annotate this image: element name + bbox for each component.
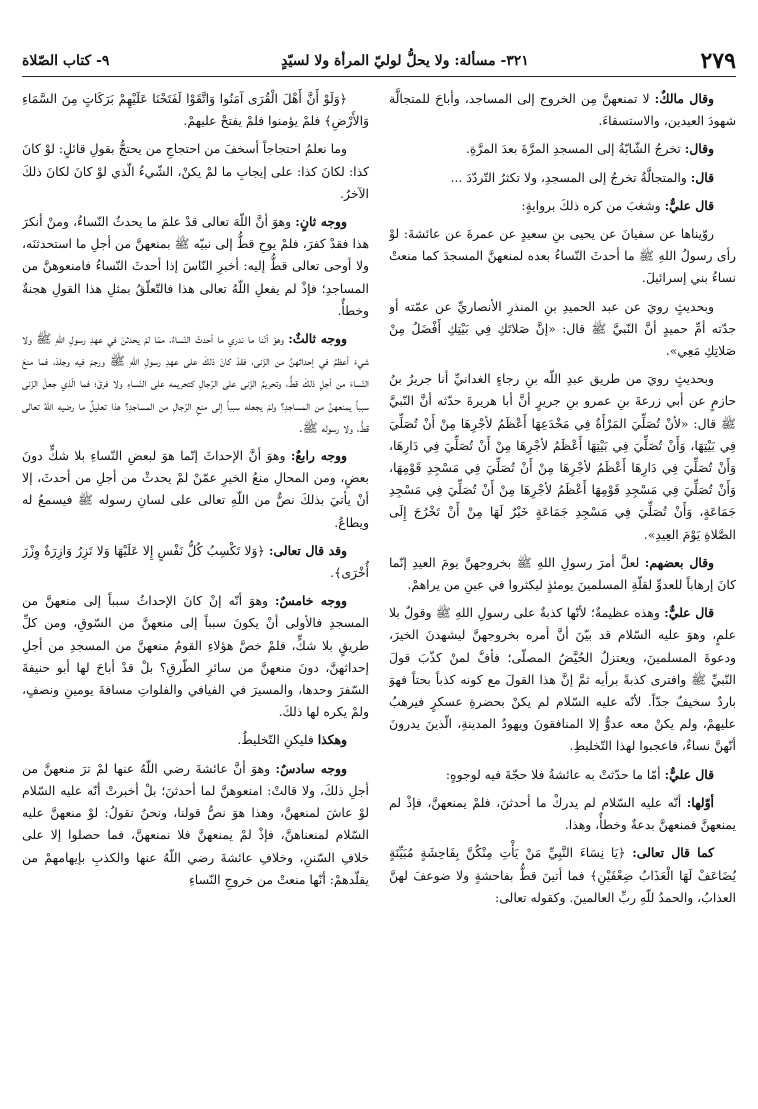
paragraph [22, 729, 369, 751]
paragraph [389, 223, 736, 290]
paragraph [389, 842, 736, 909]
paragraph-text: روّيناها عن سفيانَ عن يحيى بنِ سعيدٍ عن عمرةَ عن عائشةَ: لوْ رأى رسولُ اللهِ ﷺ ما أحدثَ النّساءُ بعده لمنعهنَّ المسجدَ كما منعتْ نساءُ بني إسرائيلَ. [389, 226, 736, 286]
paragraph [389, 88, 736, 132]
paragraph [389, 138, 736, 160]
paragraph-text: وما نعلمُ احتجاجاً أسخفَ من احتجاجِ من يحتجُّ بقولِ قائلٍ: لوْ كانَ كذا: لكانَ كذا: على إيجابِ ما لمْ يكنْ، الشّيءُ الّذي لوْ كانَ لكانَ ذلكَ الآخرُ. [22, 141, 369, 201]
paragraph-lead: قال عليٌّ: [664, 605, 714, 621]
paragraph [389, 296, 736, 363]
paragraph-lead: ووجه سادسٌ: [275, 760, 347, 776]
paragraph-lead: ووجه خامسٌ: [274, 593, 348, 609]
paragraph-lead: ووجه ثانٍ: [295, 214, 347, 230]
paragraph [22, 445, 369, 534]
paragraph [22, 138, 369, 205]
book-title: ٩- كتاب الصّلاة [22, 53, 110, 69]
paragraph-text: وهذه عظيمةٌ؛ لأنّها كذبةٌ على رسولِ اللهِ ﷺ وقولٌ بلا علمٍ، وهوَ عليه السّلام قد بيّنَ أنَّ أمره بخروجهنَّ ليشهدنَ الخيرَ، ودعوةَ المسلمينَ، ويعتزلُ الحُيَّضُ المصلّى؛ فأفَّ لمنْ كذّبَ قولَ النّبيِّ ﷺ وافترى كذبةً برأيه ثمَّ إنَّ هذا القولَ مع كونه كذباً بحتاً فهوَ باردٌ سخيفٌ جدّاً. لأنّه عليه السّلام لم يكنْ بحضرةِ عسكرٍ فيرهبُ عليهمْ، ولم يكنْ معه عدوٌّ إلا المنافقونَ ويهودُ المدينةِ، الّذينَ يدرونَ أنّهنَّ نساءٌ، فاعجبوا لهذا التّخليطِ. [389, 605, 736, 754]
paragraph-lead: كما قال تعالى: [632, 845, 715, 861]
paragraph-text: فليكنِ التّخليطُ. [237, 732, 318, 748]
paragraph [22, 88, 369, 132]
paragraph-text: أنّه عليه السّلام لم يدركْ ما أحدثنَ، فلمْ يمنعهنَّ، فإذْ لم يمنعهنَّ فمنعهنَّ بدعةٌ وخطأٌ، وهذا. [389, 794, 736, 833]
paragraph-text: تخرجُ الشّابّةُ إلى المسجدِ المرَّةَ بعدَ المرَّةِ. [465, 141, 685, 157]
paragraph-text: ﴿وَلَوْ أَنَّ أَهْلَ الْقُرَى آمَنُوا وَاتَّقَوْا لَفَتَحْنَا عَلَيْهِمْ بَرَكَاتٍ مِنَ السَّمَاءِ وَالأَرْضِ﴾ فلمْ يؤمنوا فلمْ يفتحْ عليهمْ. [22, 91, 369, 129]
paragraph-lead: ووجه رابعٌ: [290, 448, 347, 464]
paragraph [22, 758, 369, 891]
paragraph-text: وهوَ أنَّ اللّهَ تعالى قدْ علمَ ما يحدثُ النّساءُ، ومنْ أنكرَ هذا فقدْ كفرَ، فلمْ يوحِ قطُّ إلى نبيّه ﷺ بمنعهنَّ من أجلِ ما استحدثنَه، ولا أوحى تعالى قطُّ إليه: أخبرِ النّاسَ إذا أحدثَ النّساءُ فامنعوهنَّ من المساجدِ؛ فإذْ لم يفعلِ اللّهُ تعالى هذا فالتّعلّقُ بمثلِ هذا القولِ هجنةٌ وخطأٌ. [22, 214, 369, 318]
paragraph-lead: وقال مالكٌ: [654, 91, 714, 106]
paragraph-lead: أوّلها: [686, 794, 714, 810]
paragraph-lead: وهكذا [317, 732, 347, 748]
paragraph-lead: قال عليٌّ: [664, 766, 714, 782]
paragraph-lead: وقال: [684, 141, 714, 157]
paragraph [22, 328, 369, 439]
paragraph-text: وبحديثٍ رويَ عن عبد الحميدِ بنِ المنذرِ الأنصاريِّ عن عمّته أو جدّته أمِّ حميدٍ أنَّ النّبيَّ ﷺ قال: «إنَّ صَلاتَكِ فِي بَيْتِكِ أَفْضَلُ مِنْ صَلاتِكِ مَعِي». [389, 298, 736, 359]
paragraph-lead: قال: [690, 169, 714, 185]
page-number: ٢٧٩ [700, 48, 736, 74]
paragraph-text: وهوَ أنَّ الإحداثَ إنّما هوَ لبعضِ النّساءِ بلا شكٍّ دونَ بعضٍ، ومن المحالِ منعُ الخيرِ عمّنْ لمْ يحدثْ من أجلِ من أحدثَ، إلا أنْ يأتيَ بذلكَ نصٌّ من اللّهِ تعالى على لسانِ رسوله ﷺ فيسمعُ له ويطاعُ. [22, 448, 369, 530]
paragraph-lead: وقد قال تعالى: [268, 542, 348, 558]
paragraph-text: وهوَ أنّه إنْ كانَ الإحداثُ سبباً إلى منعهنَّ من المسجدِ فالأولى أنْ يكونَ سبباً إلى منعهنَّ من السّوقِ، ومن كلِّ طريقٍ بلا شكٍّ، فلمْ خصَّ هؤلاءِ القومُ منعهنَّ من المسجدِ من أجلِ إحداثهنَّ، دونَ منعهنَّ من سائرِ الطّرقِ؟ بلْ قدْ أباحَ لها أبو حنيفةَ السّفرَ وحدها، والمسيرَ في الفيافي والفلواتِ مسافةَ يومينِ ونصفٍ، ولمْ يكره لها ذلكَ. [22, 593, 369, 720]
paragraph [389, 167, 736, 189]
paragraph [22, 211, 369, 322]
right-text-column [389, 88, 736, 1093]
paragraph [389, 368, 736, 546]
paragraph-text: لا تمنعهنَّ مِن الخروج إلى المساجد، وأباحَ للمتجالَّة شهودَ العيدين، والاستسقاءَ. [389, 91, 736, 129]
paragraph-lead: ووجه ثالثٌ: [288, 331, 347, 347]
paragraph [389, 764, 736, 786]
paragraph [389, 792, 736, 836]
issue-title: ٣٢١- مسألة: ولا يحلُّ لوليّ المرأة ولا لسيّدٍ [281, 53, 529, 69]
paragraph [22, 540, 369, 584]
paragraph [389, 195, 736, 217]
paragraph-text: ﴿يَا نِسَاءَ النَّبِيِّ مَنْ يَأْتِ مِنْكُنَّ بِفَاحِشَةٍ مُبَيِّنَةٍ يُضَاعَفْ لَهَا الْعَذَابُ ضِعْفَيْنِ﴾ فما أتينَ قطُّ بفاحشةٍ ولا ضوعفَ لهنَّ العذابُ، والحمدُ للّهِ ربِّ العالمينَ. وكقوله تعالى: [389, 845, 736, 905]
paragraph-text: وشغبَ من كره ذلكَ بروايةٍ: [521, 197, 665, 213]
paragraph [389, 552, 736, 596]
paragraph-text: والمتجالَّةُ تخرجُ إلى المسجدِ، ولا تكثرُ التّردّدَ ... [450, 169, 691, 185]
paragraph-text: وهوَ أنّنا ما ندري ما أحدثَ النّساءُ، ممّا لمْ يحدثنَ في عهدِ رسولِ اللهِ ﷺ ولا شيءَ أعظمُ في إحداثهنَّ من الزّنى، فقدْ كانَ ذلكَ على عهدِ رسولِ اللهِ ﷺ ورجمَ فيه وجلدَ، فما منعَ النّساءَ من أجلِ ذلكَ قطُّ، وتحريمُ الزّنى على الرّجالِ كتحريمه على النّساءِ ولا فرقَ؛ فما الّذي جعلَ الزّنى سبباً يمنعهنَّ من المساجدِ؟ ولمْ يجعله سبباً إلى منعِ الرّجالِ من المساجدِ؟ هذا تعليلٌ ما رضيه اللّهُ تعالى قطُّ، ولا رسوله ﷺ. [22, 331, 369, 435]
paragraph [22, 590, 369, 723]
paragraph-lead: قال عليٌّ: [664, 197, 714, 213]
paragraph-text: ﴿وَلا تَكْسِبُ كُلُّ نَفْسٍ إِلا عَلَيْهَا وَلا تَزِرُ وَازِرَةٌ وِزْرَ أُخْرَى﴾. [22, 542, 369, 581]
paragraph [389, 602, 736, 757]
left-text-column [22, 88, 369, 1093]
paragraph-lead: وقال بعضهم: [644, 554, 715, 570]
paragraph-text: لعلَّ أمرَ رسولِ اللهِ ﷺ بخروجهنَّ يومَ العيدِ إنّما كانَ إرهاباً للعدوِّ لقلّةِ المسلمينَ يومئذٍ ليكثروا في عينِ من يراهمْ. [389, 554, 736, 593]
running-header [22, 46, 736, 77]
paragraph-text: وبحديثٍ رويَ من طريق عبدِ اللّه بنِ رجاءٍ الغدانيِّ أنا جريرُ بنُ حازمٍ عن أبي زرعةَ بنِ عمرو بنِ جريرٍ أنَّ أبا هريرةَ حدّثه أنَّ النّبيَّ ﷺ قال: «لأنْ تُصَلِّيَ المَرْأَةُ فِي مَخْدَعِهَا أَعْظَمُ لأجْرِهَا مِنْ أَنْ تُصَلِّيَ فِي بَيْتِهَا، وَأَنْ تُصَلِّيَ فِي بَيْتِهَا أَعْظَمُ لأجْرِهَا مِنْ أَنْ تُصَلِّيَ فِي دَارِهَا، وَأَنْ تُصَلِّيَ فِي دَارِهَا أَعْظَمُ لأجْرِهَا مِنْ أَنْ تُصَلِّيَ فِي مَسْجِدِ قَوْمِهَا، وَأَنْ تُصَلِّيَ فِي مَسْجِدِ قَوْمِهَا أَعْظَمُ لأجْرِهَا مِنْ أَنْ تُصَلِّيَ فِي مَسْجِدِ جَمَاعَةٍ، وَأَنْ تُصَلِّيَ فِي مَسْجِدِ جَمَاعَةٍ خَيْرٌ لَهَا مِنْ أَنْ تَخْرُجَ إِلَى الصَّلاةِ يَوْمَ العِيدِ». [389, 371, 736, 542]
paragraph-text: وهوَ أنَّ عائشةَ رضي اللّهُ عنها لمْ ترَ منعهنَّ من أجلِ ذلكَ، ولا قالتْ: امنعوهنَّ لما أحدثنَ؛ بلْ أخبرتْ أنّه عليه السّلام لوْ عاشَ لمنعهنَّ، وهذا هوَ نصُّ قولنا، ونحنُ نقولُ: لوْ منعهنَّ عليه السّلام لمنعناهنَّ، فإذْ لمْ يمنعهنَّ فلا نمنعهنَّ، فما حصلوا إلا على خلافِ السّننِ، وخلافِ عائشةَ رضي اللّهُ عنها والكذبِ بإيهامهمْ من يقلّدهمْ: أنّها منعتْ من خروجِ النّساءِ [22, 760, 369, 887]
paragraph-text: أمّا ما حدّثتْ به عائشةُ فلا حجّةَ فيه لوجوهٍ: [445, 766, 665, 782]
